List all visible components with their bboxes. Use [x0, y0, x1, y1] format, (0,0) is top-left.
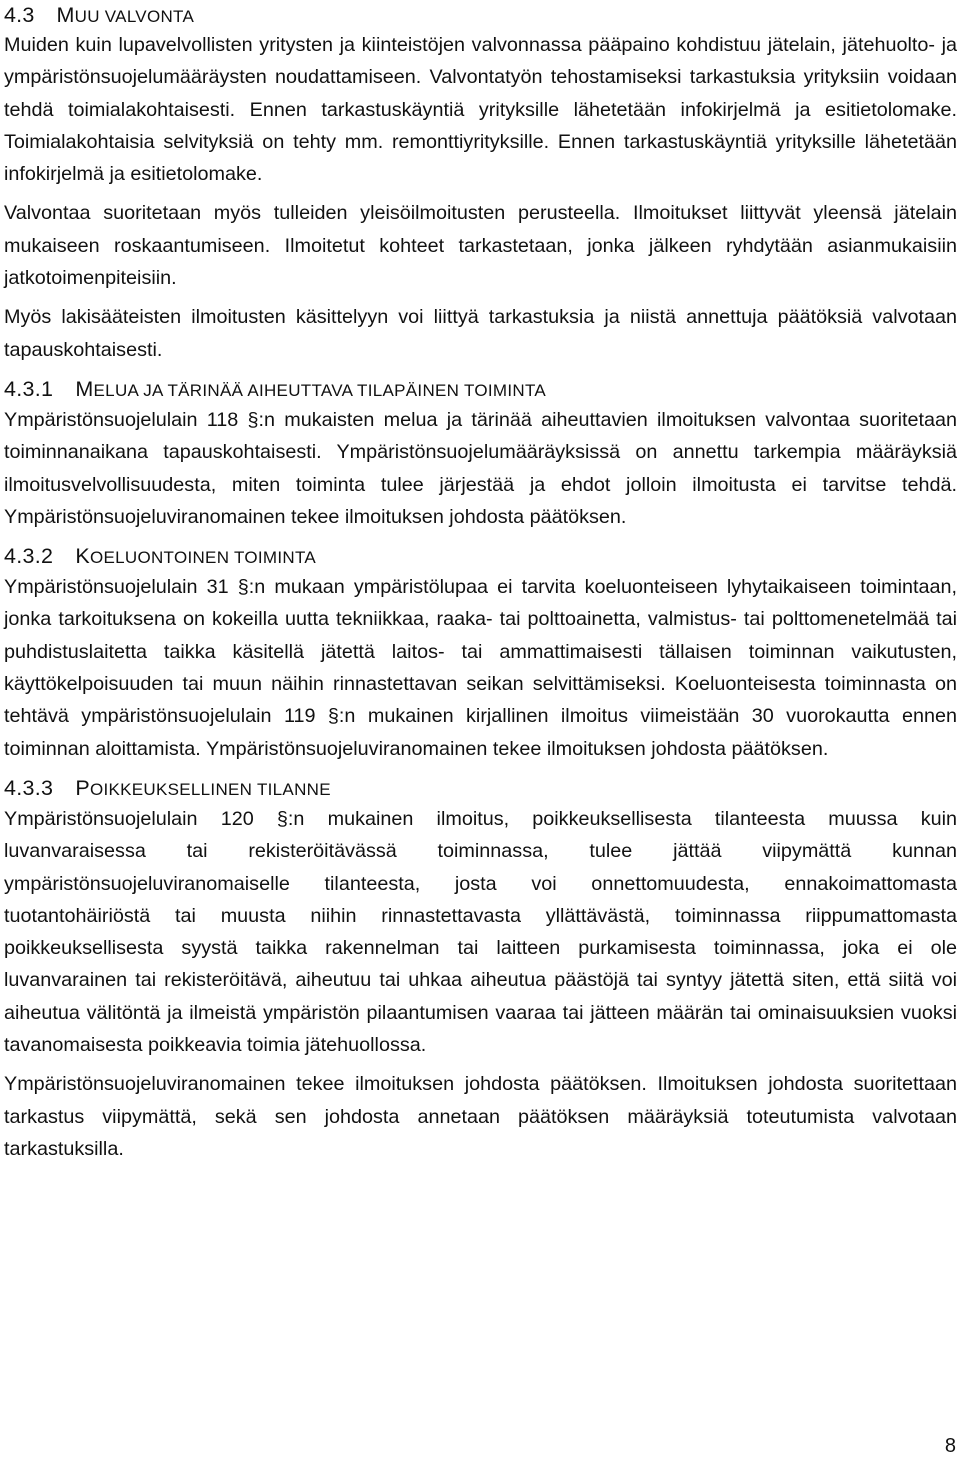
section-title-rest: UU VALVONTA	[74, 7, 195, 26]
subsection-number: 4.3.1	[4, 376, 54, 401]
subsection-heading-4-3-2	[4, 543, 957, 571]
subsection-heading-4-3-3	[4, 775, 957, 803]
section-heading	[4, 2, 957, 30]
page-number: 8	[944, 1435, 956, 1457]
paragraph: Valvontaa suoritetaan myös tulleiden yleisöilmoitusten perusteella. Ilmoitukset liittyvät yleensä jätelain mukaiseen roskaantumiseen. Ilmoitetut kohteet tarkastetaan, jonka jälkeen ryhdytään asianmukaisiin jatkotoimenpiteisiin.	[4, 202, 957, 290]
subsection-title-rest: ELUA JA TÄRINÄÄ AIHEUTTAVA TILAPÄINEN TOIMINTA	[93, 380, 547, 400]
subsection-title-rest: OELUONTOINEN TOIMINTA	[89, 548, 317, 568]
paragraph: Ympäristönsuojelulain 120 §:n mukainen ilmoitus, poikkeuksellisesta tilanteesta muussa kuin luvanvaraisessa tai rekisteröitävässä toiminnassa, tulee jättää viipymättä kunnan ympäristönsuojeluviranomaiselle tilanteesta, josta voi onnettomuudesta, ennakoimattomasta tuotantohäiriöstä tai muusta niihin rinnastettavasta yllättävästä, toiminnassa riippumattomasta poikkeuksellisesta syystä taikka rakennelman tai laitteen purkamisesta toiminnassa, joka ei ole luvanvarainen tai rekisteröitävä, aiheutuu tai uhkaa aiheutua päästöjä tai syntyy jätettä siten, että siitä voi aiheutua välitöntä ja ilmeistä ympäristön pilaantumisen vaaraa tai jätteen määrän tai ominaisuuksien vuoksi tavanomaisesta poikkeavia toimia jätehuollossa.	[4, 807, 957, 1057]
paragraph: Ympäristönsuojelulain 31 §:n mukaan ympäristölupaa ei tarvita koeluonteiseen lyhytaikaiseen toimintaan, jonka tarkoituksena on kokeilla uutta tekniikkaa, raaka- tai polttoainetta, valmistus- tai polttomenetelmää tai puhdistuslaitetta taikka käsitellä jätettä laitos- tai ammattimaisesti tällaisen toiminnan vaikutusten, käyttökelpoisuuden tai muun näihin rinnastettavan seikan selvittämiseksi. Koeluonteisesta toiminnasta on tehtävä ympäristönsuojelulain 119 §:n mukainen kirjallinen ilmoitus viimeistään 30 vuorokautta ennen toiminnan aloittamista. Ympäristönsuojeluviranomainen tekee ilmoituksen johdosta päätöksen.	[4, 576, 957, 760]
paragraph: Myös lakisääteisten ilmoitusten käsittelyyn voi liittyä tarkastuksia ja niistä annettuja päätöksiä valvotaan tapauskohtaisesti.	[4, 306, 957, 361]
subsection-title-initial: K	[75, 544, 90, 569]
subsection-title-initial: P	[75, 775, 90, 800]
subsection-title-initial: M	[75, 376, 94, 401]
paragraph: Ympäristönsuojeluviranomainen tekee ilmoituksen johdosta päätöksen. Ilmoituksen johdosta suoritettaan tarkastus viipymättä, sekä sen johdosta annetaan päätöksen määräyksiä toteutumista valvotaan tarkastuksilla.	[4, 1073, 957, 1160]
paragraph: Muiden kuin lupavelvollisten yritysten ja kiinteistöjen valvonnassa pääpaino kohdistuu jätelain, jätehuolto- ja ympäristönsuojelumääräysten noudattamiseen. Valvontatyön tehostamiseksi tarkastuksia yrityksiin voidaan tehdä toimialakohtaisesti. Ennen tarkastuskäyntiä yrityksille lähetetään infokirjelmä ja esitietolomake. Toimialakohtaisia selvityksiä on tehty mm. remonttiyrityksille. Ennen tarkastuskäyntiä yrityksille lähetetään infokirjelmä ja esitietolomake.	[4, 34, 957, 186]
section-title-initial: M	[56, 3, 75, 27]
section-number: 4.3	[4, 3, 35, 27]
subsection-number: 4.3.2	[4, 544, 54, 569]
paragraph: Ympäristönsuojelulain 118 §:n mukaisten melua ja tärinää aiheuttavien ilmoituksen valvontaa suoritetaan toiminnanaikana tapauskohtaisesti. Ympäristönsuojelumääräyksissä on annettu tarkempia määräyksiä ilmoitusvelvollisuudesta, miten toiminta tulee järjestää ja ehdot jolloin ilmoitusta ei tarvitse tehdä. Ympäristönsuojeluviranomainen tekee ilmoituksen johdosta päätöksen.	[4, 408, 957, 528]
subsection-number: 4.3.3	[4, 775, 54, 800]
subsection-heading-4-3-1	[4, 376, 957, 404]
document-page	[4, 0, 957, 1165]
subsection-title-rest: OIKKEUKSELLINEN TILANNE	[89, 779, 331, 799]
